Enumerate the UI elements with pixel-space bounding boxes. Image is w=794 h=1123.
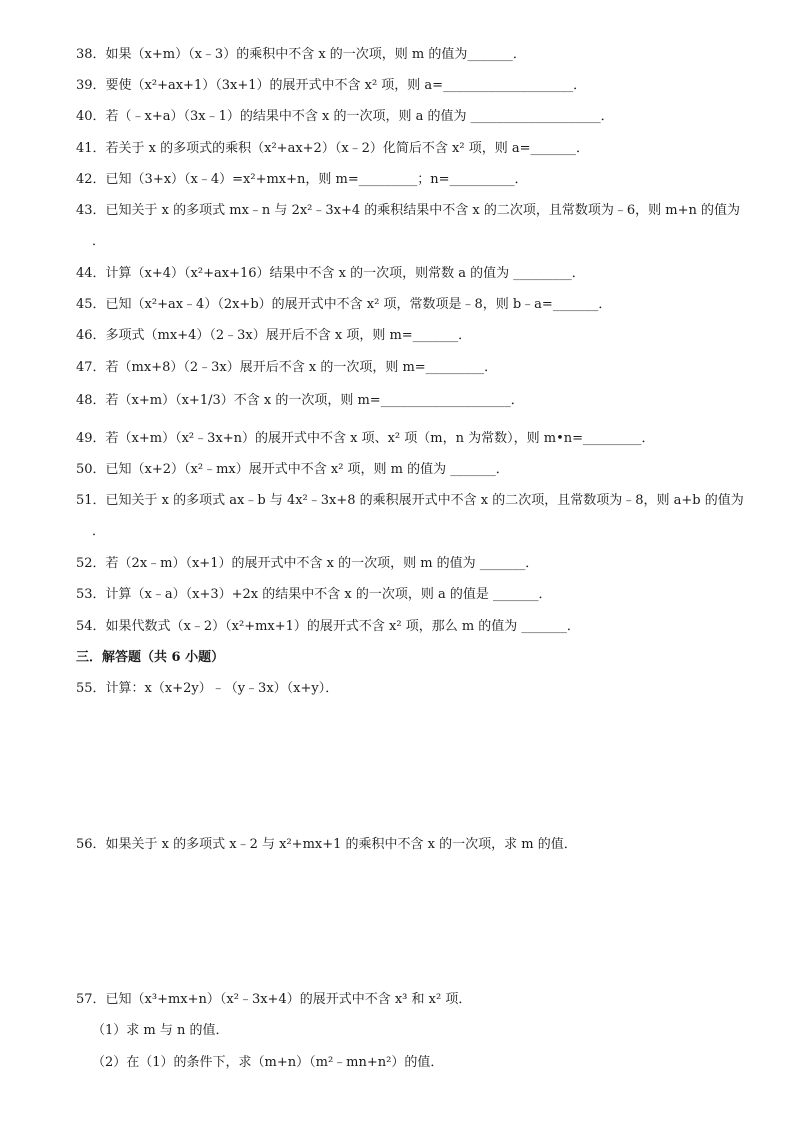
- problem-48: 48．若（x+m）（x+1/3）不含 x 的一次项，则 m=____________________．: [76, 393, 524, 408]
- problem-38: 38．如果（x+m）（x﹣3）的乘积中不含 x 的一次项，则 m 的值为_______．: [76, 47, 526, 62]
- problem-49: 49．若（x+m）（x²﹣3x+n）的展开式中不含 x 项、x² 项（m，n 为常数），则 m•n=_________．: [76, 431, 655, 446]
- problem-53: 53．计算（x﹣a）（x+3）+2x 的结果中不含 x 的一次项，则 a 的值是 _______．: [76, 587, 552, 602]
- problem-45: 45．已知（x²+ax﹣4）（2x+b）的展开式中不含 x² 项，常数项是﹣8，则 b﹣a=_______．: [76, 297, 612, 312]
- problem-47: 47．若（mx+8）（2﹣3x）展开后不含 x 的一次项，则 m=_________．: [76, 360, 498, 375]
- problem-50: 50．已知（x+2）（x²﹣mx）展开式中不含 x² 项，则 m 的值为 _______．: [76, 462, 509, 477]
- problem-43: 43．已知关于 x 的多项式 mx﹣n 与 2x²﹣3x+4 的乘积结果中不含 x 的二次项，且常数项为﹣6，则 m+n 的值为: [76, 203, 741, 218]
- problem-40: 40．若（﹣x+a）（3x﹣1）的结果中不含 x 的一次项，则 a 的值为 ____________________．: [76, 109, 614, 124]
- problem-42: 42．已知（3+x）（x﹣4）=x²+mx+n，则 m=_________；n=__________．: [76, 172, 528, 187]
- problem-57-part-1: （1）求 m 与 n 的值．: [92, 1023, 229, 1038]
- problem-51: 51．已知关于 x 的多项式 ax﹣b 与 4x²﹣3x+8 的乘积展开式中不含 x 的二次项，且常数项为﹣8，则 a+b 的值为: [76, 493, 744, 508]
- problem-52: 52．若（2x﹣m）（x+1）的展开式中不含 x 的一次项，则 m 的值为 _______．: [76, 556, 539, 571]
- problem-44: 44．计算（x+4）（x²+ax+16）结果中不含 x 的一次项，则常数 a 的值为 _________．: [76, 266, 585, 281]
- problem-56: 56．如果关于 x 的多项式 x﹣2 与 x²+mx+1 的乘积中不含 x 的一次项，求 m 的值．: [76, 837, 577, 852]
- problem-57: 57．已知（x³+mx+n）（x²﹣3x+4）的展开式中不含 x³ 和 x² 项．: [76, 992, 472, 1007]
- problem-46: 46．多项式（mx+4）（2﹣3x）展开后不含 x 项，则 m=_______．: [76, 328, 472, 343]
- problem-57-part-2: （2）在（1）的条件下，求（m+n）（m²﹣mn+n²）的值．: [92, 1055, 444, 1070]
- problem-54: 54．如果代数式（x﹣2）（x²+mx+1）的展开式不含 x² 项，那么 m 的值为 _______．: [76, 619, 580, 634]
- problem-43-continuation: ．: [92, 234, 106, 249]
- section-title: 三．解答题（共 6 小题）: [76, 650, 225, 665]
- problem-55: 55．计算：x（x+2y）﹣（y﹣3x）（x+y）．: [76, 681, 339, 696]
- problem-41: 41．若关于 x 的多项式的乘积（x²+ax+2）（x﹣2）化简后不含 x² 项，则 a=_______．: [76, 141, 590, 156]
- problem-51-continuation: ．: [92, 524, 106, 539]
- problem-39: 39．要使（x²+ax+1）（3x+1）的展开式中不含 x² 项，则 a=____________________．: [76, 78, 587, 93]
